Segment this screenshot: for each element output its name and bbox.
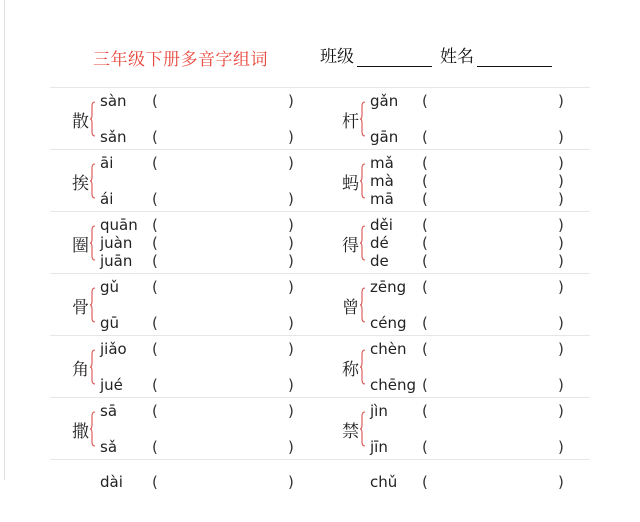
answer-open-paren[interactable]: ( [152, 438, 158, 456]
answer-close-paren[interactable]: ) [288, 190, 294, 208]
pinyin-label: de [370, 252, 389, 270]
reading-line [370, 128, 580, 146]
answer-close-paren[interactable]: ) [288, 438, 294, 456]
brace-icon [360, 101, 366, 137]
pinyin-label: āi [100, 154, 114, 172]
reading-line [100, 190, 310, 208]
answer-open-paren[interactable]: ( [152, 314, 158, 332]
answer-close-paren[interactable]: ) [558, 340, 564, 358]
reading-line [370, 216, 580, 234]
pinyin-label: sǎ [100, 438, 118, 456]
reading-line [100, 92, 310, 110]
polyphone-character: 圈 [72, 236, 89, 256]
polyphone-character: 曾 [342, 298, 359, 318]
reading-line [100, 402, 310, 420]
brace-icon [360, 349, 366, 385]
answer-open-paren[interactable]: ( [422, 172, 428, 190]
answer-open-paren[interactable]: ( [422, 128, 428, 146]
polyphone-character: 得 [342, 236, 359, 256]
answer-open-paren[interactable]: ( [152, 128, 158, 146]
pinyin-label: sā [100, 402, 118, 420]
reading-line [370, 402, 580, 420]
answer-open-paren[interactable]: ( [152, 376, 158, 394]
answer-close-paren[interactable]: ) [558, 128, 564, 146]
pinyin-label: mā [370, 190, 394, 208]
answer-open-paren[interactable]: ( [422, 376, 428, 394]
reading-line [100, 234, 310, 252]
answer-open-paren[interactable]: ( [422, 278, 428, 296]
reading-line [100, 340, 310, 358]
reading-line [370, 92, 580, 110]
answer-open-paren[interactable]: ( [152, 190, 158, 208]
polyphone-entry [50, 212, 320, 274]
pinyin-label: quān [100, 216, 138, 234]
answer-open-paren[interactable]: ( [152, 216, 158, 234]
reading-line [370, 172, 580, 190]
polyphone-entry [50, 398, 320, 460]
pinyin-label: dé [370, 234, 389, 252]
answer-close-paren[interactable]: ) [288, 314, 294, 332]
polyphone-entry [50, 150, 320, 212]
answer-close-paren[interactable]: ) [558, 376, 564, 394]
polyphone-character: 散 [72, 112, 89, 132]
pinyin-label: děi [370, 216, 393, 234]
table-row [50, 397, 590, 460]
brace-icon [90, 163, 96, 199]
reading-line [370, 154, 580, 172]
reading-line [100, 278, 310, 296]
page-edge [4, 0, 5, 480]
pinyin-label: mà [370, 172, 394, 190]
reading-line [100, 252, 310, 270]
answer-open-paren[interactable]: ( [422, 340, 428, 358]
name-field [440, 42, 552, 67]
pinyin-label: jiǎo [100, 340, 127, 358]
name-label: 姓名 [440, 47, 474, 67]
answer-close-paren[interactable]: ) [288, 128, 294, 146]
brace-icon [360, 411, 366, 447]
answer-close-paren[interactable]: ) [288, 234, 294, 252]
brace-icon [90, 287, 96, 323]
answer-close-paren[interactable]: ) [288, 473, 294, 491]
answer-open-paren[interactable]: ( [422, 438, 428, 456]
answer-open-paren[interactable]: ( [152, 234, 158, 252]
pinyin-label: ái [100, 190, 114, 208]
pinyin-label: gān [370, 128, 399, 146]
answer-close-paren[interactable]: ) [288, 402, 294, 420]
pinyin-label: chǔ [370, 473, 398, 491]
answer-close-paren[interactable]: ) [558, 190, 564, 208]
answer-close-paren[interactable]: ) [558, 216, 564, 234]
reading-line [370, 473, 580, 491]
pinyin-label: juān [100, 252, 133, 270]
reading-line [100, 376, 310, 394]
polyphone-entry [50, 460, 320, 522]
reading-line [370, 252, 580, 270]
class-label: 班级 [320, 47, 354, 67]
reading-line [100, 438, 310, 456]
answer-close-paren[interactable]: ) [558, 234, 564, 252]
pinyin-label: gū [100, 314, 120, 332]
polyphone-entry [320, 398, 590, 460]
answer-close-paren[interactable]: ) [558, 278, 564, 296]
answer-open-paren[interactable]: ( [422, 154, 428, 172]
pinyin-label: mǎ [370, 154, 394, 172]
answer-close-paren[interactable]: ) [558, 172, 564, 190]
polyphone-character: 角 [72, 360, 89, 380]
polyphone-entry [50, 336, 320, 398]
polyphone-character: 称 [342, 360, 359, 380]
answer-close-paren[interactable]: ) [288, 278, 294, 296]
answer-close-paren[interactable]: ) [288, 92, 294, 110]
answer-close-paren[interactable]: ) [558, 314, 564, 332]
worksheet-title: 三年级下册多音字组词 [93, 50, 268, 70]
pinyin-label: gǔ [100, 278, 120, 296]
reading-line [370, 234, 580, 252]
reading-line [100, 314, 310, 332]
table-row [50, 335, 590, 398]
answer-open-paren[interactable]: ( [152, 154, 158, 172]
answer-open-paren[interactable]: ( [152, 402, 158, 420]
class-blank[interactable] [357, 48, 432, 67]
answer-close-paren[interactable]: ) [558, 92, 564, 110]
reading-line [370, 438, 580, 456]
polyphone-entry [320, 150, 590, 212]
answer-open-paren[interactable]: ( [422, 402, 428, 420]
answer-close-paren[interactable]: ) [558, 154, 564, 172]
table-row [50, 273, 590, 336]
table-row [50, 87, 590, 150]
answer-close-paren[interactable]: ) [558, 473, 564, 491]
pinyin-label: jué [100, 376, 123, 394]
answer-open-paren[interactable]: ( [422, 190, 428, 208]
reading-line [100, 473, 310, 491]
name-blank[interactable] [477, 48, 552, 67]
polyphone-entry [50, 274, 320, 336]
pinyin-label: dài [100, 473, 123, 491]
polyphone-entry [320, 274, 590, 336]
polyphone-entry [50, 88, 320, 150]
pinyin-label: zēng [370, 278, 407, 296]
polyphone-character: 禁 [342, 422, 359, 442]
pinyin-label: chèn [370, 340, 407, 358]
brace-icon [90, 225, 96, 261]
pinyin-label: gǎn [370, 92, 399, 110]
answer-open-paren[interactable]: ( [152, 340, 158, 358]
reading-line [100, 154, 310, 172]
brace-icon [360, 163, 366, 199]
reading-line [370, 314, 580, 332]
reading-line [370, 376, 580, 394]
brace-icon [90, 101, 96, 137]
answer-open-paren[interactable]: ( [422, 314, 428, 332]
pinyin-label: céng [370, 314, 407, 332]
brace-icon [360, 225, 366, 261]
class-field [320, 42, 432, 67]
table-row [50, 459, 590, 522]
answer-close-paren[interactable]: ) [288, 376, 294, 394]
polyphone-entry [320, 460, 590, 522]
answer-open-paren[interactable]: ( [422, 234, 428, 252]
answer-open-paren[interactable]: ( [152, 92, 158, 110]
brace-icon [90, 411, 96, 447]
reading-line [370, 278, 580, 296]
answer-open-paren[interactable]: ( [422, 216, 428, 234]
polyphone-entry [320, 336, 590, 398]
reading-line [370, 190, 580, 208]
pinyin-label: sǎn [100, 128, 127, 146]
polyphone-character: 蚂 [342, 174, 359, 194]
brace-icon [360, 287, 366, 323]
answer-close-paren[interactable]: ) [558, 252, 564, 270]
polyphone-entry [320, 88, 590, 150]
answer-open-paren[interactable]: ( [422, 92, 428, 110]
answer-close-paren[interactable]: ) [558, 438, 564, 456]
reading-line [370, 340, 580, 358]
brace-icon [90, 349, 96, 385]
pinyin-label: sàn [100, 92, 127, 110]
polyphone-entry [320, 212, 590, 274]
table-row [50, 211, 590, 274]
answer-close-paren[interactable]: ) [288, 154, 294, 172]
answer-close-paren[interactable]: ) [288, 340, 294, 358]
answer-open-paren[interactable]: ( [422, 473, 428, 491]
polyphone-character: 挨 [72, 174, 89, 194]
polyphone-character: 撒 [72, 422, 89, 442]
polyphone-character: 骨 [72, 298, 89, 318]
worksheet-header [0, 38, 640, 72]
pinyin-label: jīn [370, 438, 388, 456]
answer-close-paren[interactable]: ) [288, 252, 294, 270]
answer-open-paren[interactable]: ( [152, 473, 158, 491]
answer-close-paren[interactable]: ) [288, 216, 294, 234]
polyphone-character: 杆 [342, 112, 359, 132]
pinyin-label: chēng [370, 376, 417, 394]
answer-open-paren[interactable]: ( [152, 252, 158, 270]
answer-open-paren[interactable]: ( [422, 252, 428, 270]
pinyin-label: jìn [370, 402, 388, 420]
reading-line [100, 216, 310, 234]
pinyin-label: juàn [100, 234, 133, 252]
reading-line [100, 128, 310, 146]
answer-close-paren[interactable]: ) [558, 402, 564, 420]
answer-open-paren[interactable]: ( [152, 278, 158, 296]
table-row [50, 149, 590, 212]
